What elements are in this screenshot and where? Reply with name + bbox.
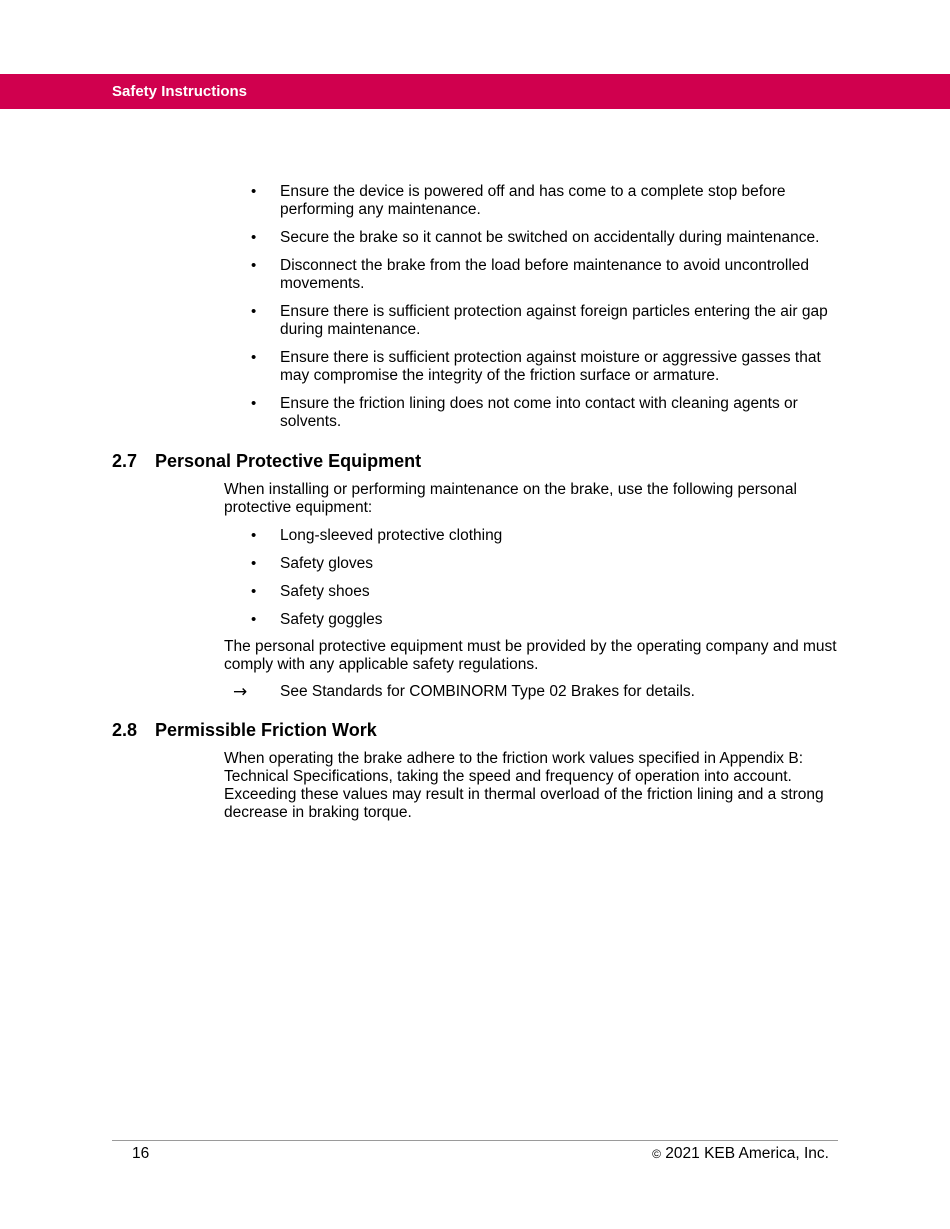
- bullet-icon: •: [251, 611, 257, 628]
- page-number: 16: [132, 1145, 150, 1162]
- reference-text: See Standards for COMBINORM Type 02 Brakes for details.: [280, 683, 695, 700]
- list-item: [0, 349, 840, 385]
- copyright-notice: [652, 1145, 829, 1163]
- bullet-icon: •: [251, 555, 257, 572]
- list-item-text: Secure the brake so it cannot be switched on accidentally during maintenance.: [280, 229, 820, 246]
- list-item: [0, 527, 840, 545]
- list-item-text: Ensure the friction lining does not come into contact with cleaning agents or solvents.: [280, 395, 798, 430]
- bullet-icon: •: [251, 349, 257, 366]
- copyright-text: 2021 KEB America, Inc.: [660, 1145, 829, 1162]
- list-item-text: Long-sleeved protective clothing: [280, 527, 503, 544]
- section-heading-2-8: [112, 719, 377, 741]
- list-item: [0, 555, 840, 573]
- ppe-intro-paragraph: When installing or performing maintenance on the brake, use the following personal protective equipment:: [224, 481, 797, 516]
- list-item: [0, 183, 840, 219]
- list-item-text: Ensure there is sufficient protection against foreign particles entering the air gap during maintenance.: [280, 303, 828, 338]
- section-title: Permissible Friction Work: [155, 720, 377, 740]
- section-number: 2.8: [112, 720, 138, 740]
- bullet-icon: •: [251, 395, 257, 412]
- friction-work-paragraph: When operating the brake adhere to the friction work values specified in Appendix B: Technical Specifications, taking the speed and frequency of operation into account. Exceeding these values may result in thermal overload of the friction lining and a strong decrease in braking torque.: [224, 750, 824, 821]
- copyright-icon: ©: [652, 1147, 661, 1161]
- bullet-icon: •: [251, 229, 257, 246]
- ppe-bullet-list: [0, 527, 950, 629]
- list-item: [0, 583, 840, 601]
- bullet-icon: •: [251, 583, 257, 600]
- bullet-icon: •: [251, 527, 257, 544]
- list-item: [0, 303, 840, 339]
- header-title: Safety Instructions: [112, 83, 248, 100]
- section-number: 2.7: [112, 451, 138, 471]
- list-item: [0, 395, 840, 431]
- list-item-text: Safety shoes: [280, 583, 370, 600]
- list-item: [0, 611, 840, 629]
- bullet-icon: •: [251, 183, 257, 200]
- bullet-icon: •: [251, 257, 257, 274]
- header-band: [0, 74, 950, 109]
- maintenance-bullet-list: [0, 183, 950, 431]
- list-item-text: Ensure there is sufficient protection against moisture or aggressive gasses that may compromise the integrity of the friction surface or armature.: [280, 349, 821, 384]
- footer-divider: [112, 1140, 838, 1141]
- section-heading-2-7: [112, 450, 421, 472]
- right-arrow-icon: →: [233, 682, 248, 702]
- list-item-text: Ensure the device is powered off and has come to a complete stop before performing any maintenance.: [280, 183, 786, 218]
- section-title: Personal Protective Equipment: [155, 451, 422, 471]
- list-item: [0, 257, 840, 293]
- list-item: [0, 229, 840, 247]
- bullet-icon: •: [251, 303, 257, 320]
- list-item-text: Safety gloves: [280, 555, 374, 572]
- list-item-text: Disconnect the brake from the load before maintenance to avoid uncontrolled movements.: [280, 257, 810, 292]
- ppe-closing-paragraph: The personal protective equipment must be provided by the operating company and must comply with any applicable safety regulations.: [224, 638, 837, 673]
- list-item-text: Safety goggles: [280, 611, 383, 628]
